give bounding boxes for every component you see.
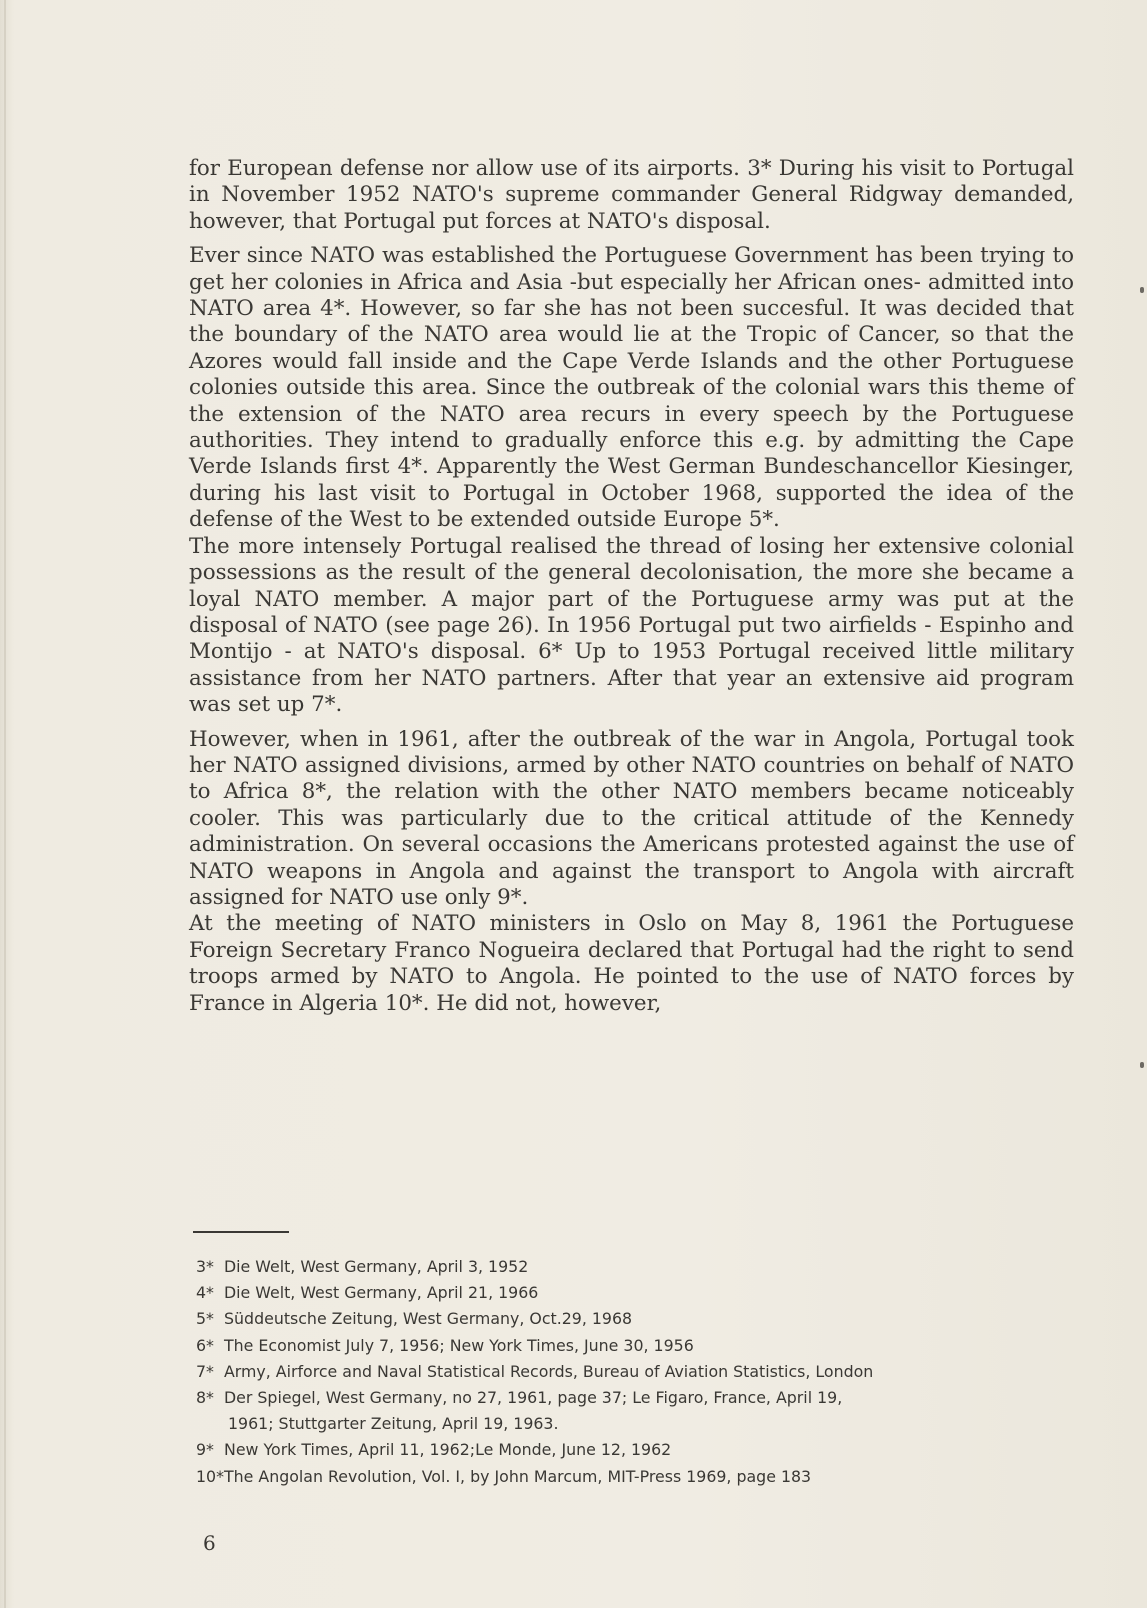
footnote-4 bbox=[196, 1280, 1096, 1306]
footnote-text: Der Spiegel, West Germany, no 27, 1961, page 37; Le Figaro, France, April 19, bbox=[224, 1388, 843, 1408]
footnote-8 bbox=[196, 1385, 1096, 1411]
footnote-text: The Economist July 7, 1956; New York Times, June 30, 1956 bbox=[224, 1335, 694, 1355]
paragraph-4: However, when in 1961, after the outbreak of the war in Angola, Portugal took her NATO assigned divisions, armed by other NATO countries on behalf of NATO to Africa 8*, the relation with the other NATO members became noticeably cooler. This was particularly due to the critical attitude of the Kennedy administration. On several occasions the Americans protested against the use of NATO weapons in Angola and against the transport to Angola with aircraft assigned for NATO use only 9*. bbox=[189, 726, 1074, 910]
footnote-10 bbox=[196, 1464, 1096, 1490]
footnote-number: 5* bbox=[196, 1309, 214, 1329]
footnote-text: Die Welt, West Germany, April 3, 1952 bbox=[224, 1257, 529, 1276]
footnote-number: 9* bbox=[196, 1440, 214, 1460]
footnote-number: 6* bbox=[196, 1335, 214, 1355]
footnote-7 bbox=[196, 1359, 1096, 1385]
footnote-3 bbox=[196, 1254, 1096, 1280]
paragraph-1: for European defense nor allow use of its airports. 3* During his visit to Portugal in November 1952 NATO's supreme commander General Ridgway demanded, however, that Portugal put forces at NATO's disposal. bbox=[189, 156, 1074, 234]
edge-mark bbox=[1140, 287, 1144, 293]
footnote-text: Army, Airforce and Naval Statistical Records, Bureau of Aviation Statistics, London bbox=[224, 1361, 874, 1381]
footnote-number: 7* bbox=[196, 1361, 214, 1381]
paragraph-5: At the meeting of NATO ministers in Oslo on May 8, 1961 the Portuguese Foreign Secretary Franco Nogueira declared that Portugal had the right to send troops armed by NATO to Angola. He pointed to the use of NATO forces by France in Algeria 10*. He did not, however, bbox=[189, 911, 1074, 1016]
footnote-number: 8* bbox=[196, 1388, 214, 1408]
page-number: 6 bbox=[203, 1531, 216, 1555]
body-text bbox=[189, 156, 1074, 1017]
footnotes bbox=[196, 1254, 1096, 1490]
footnote-number: 4* bbox=[196, 1283, 214, 1303]
footnote-8-continuation: 1961; Stuttgarter Zeitung, April 19, 1963. bbox=[228, 1414, 559, 1434]
page-spine-edge bbox=[4, 0, 6, 1608]
footnote-text: The Angolan Revolution, Vol. I, by John Marcum, MIT-Press 1969, page 183 bbox=[224, 1466, 812, 1486]
footnote-text: Die Welt, West Germany, April 21, 1966 bbox=[224, 1283, 539, 1303]
paragraph-2: Ever since NATO was established the Portuguese Government has been trying to get her colonies in Africa and Asia -but especially her African ones- admitted into NATO area 4*. However, so far she has not been succesful. It was decided that the boundary of the NATO area would lie at the Tropic of Cancer, so that the Azores would fall inside and the Cape Verde Islands and the other Portuguese colonies outside this area. Since the outbreak of the colonial wars this theme of the extension of the NATO area recurs in every speech by the Portuguese authorities. They intend to gradually enforce this e.g. by admitting the Cape Verde Islands first 4*. Apparently the West German Bundeschancellor Kiesinger, during his last visit to Portugal in October 1968, supported the idea of the defense of the West to be extended outside Europe 5*. bbox=[189, 243, 1074, 533]
footnote-number: 3* bbox=[196, 1257, 214, 1276]
footnote-separator bbox=[193, 1231, 289, 1233]
paragraph-3: The more intensely Portugal realised the thread of losing her extensive colonial possessions as the result of the general decolonisation, the more she became a loyal NATO member. A major part of the Portuguese army was put at the disposal of NATO (see page 26). In 1956 Portugal put two airfields - Espinho and Montijo - at NATO's disposal. 6* Up to 1953 Portugal received little military assistance from her NATO partners. After that year an extensive aid program was set up 7*. bbox=[189, 533, 1074, 718]
footnote-9 bbox=[196, 1437, 1096, 1463]
footnote-6 bbox=[196, 1333, 1096, 1359]
footnote-number: 10* bbox=[196, 1466, 224, 1486]
footnote-text: Süddeutsche Zeitung, West Germany, Oct.29, 1968 bbox=[224, 1309, 633, 1329]
footnote-5 bbox=[196, 1306, 1096, 1332]
edge-mark bbox=[1140, 1062, 1144, 1068]
footnote-text: New York Times, April 11, 1962;Le Monde, June 12, 1962 bbox=[224, 1440, 672, 1460]
